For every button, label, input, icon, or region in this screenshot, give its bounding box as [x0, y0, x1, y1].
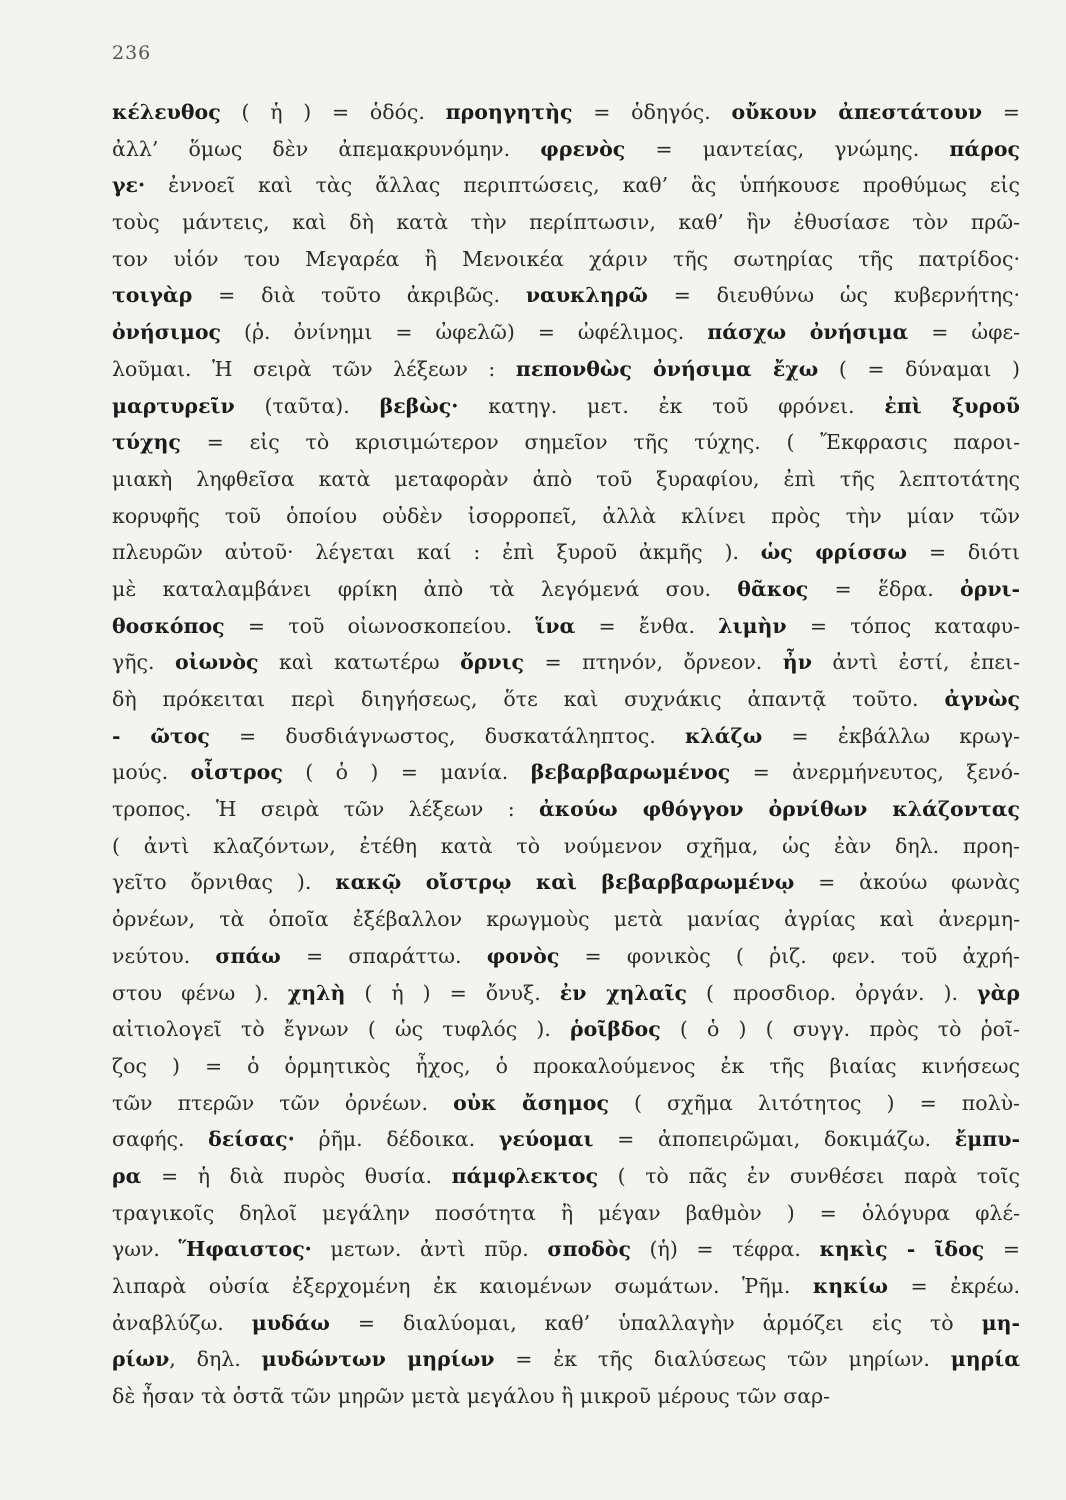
text-line — [112, 828, 1020, 865]
lemma-term: φονὸς — [486, 943, 560, 968]
lemma-term: Ἥφαιστος· — [178, 1237, 312, 1262]
lemma-term: κλάζω — [685, 723, 763, 748]
lemma-term: οὐκ ἄσημος — [453, 1090, 609, 1115]
text-line — [112, 718, 1020, 755]
lemma-term: δείσας· — [208, 1127, 295, 1152]
text-line — [112, 314, 1020, 351]
gloss-text: δὲ ἦσαν τὰ ὀστᾶ τῶν μηρῶν μετὰ μεγάλου ἢ μικροῦ μέρους τῶν σαρ- — [112, 1384, 831, 1409]
text-line — [112, 791, 1020, 828]
gloss-text: ( ὁ ) ( συγγ. πρὸς τὸ ῥοῖ- — [660, 1017, 1020, 1042]
text-line — [112, 424, 1020, 461]
gloss-text: = ἀκούω φωνὰς — [794, 870, 1020, 895]
lemma-term: θᾶκος — [737, 576, 809, 601]
lemma-term: πεπονθὼς ὀνήσιμα ἔχω — [515, 356, 819, 381]
gloss-text: κατηγ. μετ. ἐκ τοῦ φρόνει. — [458, 393, 885, 418]
gloss-text: = σπαράττω. — [280, 943, 487, 968]
text-line — [112, 1158, 1020, 1195]
lemma-term: οἰωνὸς — [175, 650, 259, 675]
gloss-text: σαφής. — [112, 1127, 209, 1152]
lemma-term: μυδώντων μηρίων — [261, 1347, 495, 1372]
lemma-term: ὡς φρίσσω — [760, 540, 908, 565]
gloss-text: = — [984, 1237, 1020, 1262]
lemma-term: τοιγὰρ — [112, 283, 193, 308]
text-block — [112, 94, 1020, 1415]
text-line — [112, 131, 1020, 168]
text-line — [112, 938, 1020, 975]
gloss-text: γων. — [112, 1237, 179, 1262]
gloss-text: τοὺς μάντεις, καὶ δὴ κατὰ τὴν περίπτωσιν, καθ’ ἣν ἐθυσίασε τὸν πρῶ- — [112, 210, 1020, 235]
gloss-text: = διαλύομαι, καθ’ ὑπαλλαγὴν ἁρμόζει εἰς τὸ — [329, 1310, 982, 1335]
text-line — [112, 167, 1020, 204]
text-line — [112, 277, 1020, 314]
gloss-text: = ὁδηγός. — [572, 100, 732, 124]
lemma-term: ἐν χηλαῖς — [559, 980, 688, 1005]
lemma-term: ἔμπυ- — [954, 1127, 1020, 1152]
lemma-term: πάμφλεκτος — [451, 1163, 599, 1188]
gloss-text: ( ἀντὶ κλαζόντων, ἐτέθη κατὰ τὸ νούμενον σχῆμα, ὡς ἐὰν δηλ. προη- — [112, 833, 1020, 858]
gloss-text: = τοῦ οἰωνοσκοπείου. — [224, 613, 536, 638]
gloss-text: ζος ) = ὁ ὁρμητικὸς ἦχος, ὁ προκαλούμενος ἐκ τῆς βιαίας κινήσεως — [112, 1053, 1020, 1078]
gloss-text: λοῦμαι. Ἡ σειρὰ τῶν λέξεων : — [112, 356, 516, 381]
gloss-text: ὀρνέων, τὰ ὁποῖα ἐξέβαλλον κρωγμοὺς μετὰ μανίας ἀγρίας καὶ ἀνερμη- — [112, 907, 1020, 932]
text-line — [112, 241, 1020, 278]
gloss-text: = ἀνερμήνευτος, ξενό- — [730, 760, 1020, 785]
gloss-text: ( = δύναμαι ) — [818, 356, 1020, 381]
gloss-text: τῶν πτερῶν τῶν ὀρνέων. — [112, 1090, 454, 1115]
gloss-text: ἀντὶ ἐστί, ἐπει- — [811, 650, 1020, 675]
gloss-text: τραγικοῖς δηλοῖ μεγάλην ποσότητα ἢ μέγαν βαθμὸν ) = ὁλόγυρα φλέ- — [112, 1200, 1020, 1225]
gloss-text: = μαντείας, γνώμης. — [625, 136, 950, 161]
text-line — [112, 1231, 1020, 1268]
gloss-text: κορυφῆς τοῦ ὁποίου οὐδὲν ἰσορροπεῖ, ἀλλὰ κλίνει πρὸς τὴν μίαν τῶν — [112, 503, 1020, 528]
lemma-term: σπάω — [215, 943, 281, 968]
text-line — [112, 1305, 1020, 1342]
gloss-text: = ἐκρέω. — [887, 1274, 1020, 1298]
text-line — [112, 498, 1020, 535]
lemma-term: κέλευθος — [112, 100, 221, 124]
text-line — [112, 1268, 1020, 1305]
gloss-text: ( ἡ ) = ὄνυξ. — [345, 980, 560, 1005]
gloss-text: = ἡ διὰ πυρὸς θυσία. — [141, 1163, 452, 1188]
gloss-text: = διότι — [907, 540, 1020, 565]
gloss-text: ( σχῆμα λιτότητος ) = πολὺ- — [608, 1090, 1020, 1115]
gloss-text: ῥῆμ. δέδοικα. — [294, 1127, 499, 1152]
gloss-text: ἀλλ’ ὅμως δὲν ἀπεμακρυνόμην. — [112, 136, 541, 161]
text-line — [112, 388, 1020, 425]
page-number: 236 — [112, 42, 152, 64]
gloss-text: ( τὸ πᾶς ἐν συνθέσει παρὰ τοῖς — [598, 1163, 1020, 1188]
text-line — [112, 864, 1020, 901]
gloss-text: (ταῦτα). — [234, 393, 380, 418]
text-line — [112, 608, 1020, 645]
lemma-term: ἐπὶ ξυροῦ — [884, 393, 1020, 418]
gloss-text: = πτηνόν, ὄρνεον. — [524, 650, 783, 675]
gloss-text: = ἐκ τῆς διαλύσεως τῶν μηρίων. — [494, 1347, 951, 1372]
text-line — [112, 901, 1020, 938]
gloss-text: ( προσδιορ. ὀργάν. ). — [687, 980, 978, 1005]
lemma-term: ῥοῖβδος — [570, 1017, 661, 1042]
gloss-text: λιπαρὰ οὐσία ἐξερχομένη ἐκ καιομένων σωμάτων. Ῥῆμ. — [112, 1274, 813, 1298]
lemma-term: ἀγνὼς — [944, 687, 1020, 711]
gloss-text: γῆς. — [112, 650, 176, 675]
lemma-term: ὀνήσιμος — [112, 320, 221, 345]
gloss-text: μετων. ἀντὶ πῦρ. — [311, 1237, 548, 1262]
text-line — [112, 1085, 1020, 1122]
lemma-term: ὀρνι- — [960, 576, 1020, 601]
lemma-term: λιμὴν — [718, 613, 787, 638]
lemma-term: χηλὴ — [287, 980, 346, 1005]
lemma-term: ἵνα — [535, 613, 576, 638]
gloss-text: στου φένω ). — [112, 980, 288, 1005]
lemma-term: κηκὶς - ῖδος — [819, 1237, 985, 1262]
gloss-text: ἀναβλύζω. — [112, 1310, 252, 1335]
gloss-text: νεύτου. — [112, 943, 216, 968]
lemma-term: μυδάω — [251, 1310, 330, 1335]
text-line — [112, 644, 1020, 681]
lemma-term: κηκίω — [812, 1274, 888, 1298]
gloss-text: = ἐκβάλλω κρωγ- — [762, 723, 1020, 748]
lemma-term: φρενὸς — [540, 136, 626, 161]
text-line — [112, 1341, 1020, 1378]
lemma-term: ἀκούω φθόγγον ὀρνίθων κλάζοντας — [539, 797, 1020, 822]
gloss-text: πλευρῶν αὐτοῦ· λέγεται καί : ἐπὶ ξυροῦ ἀκμῆς ). — [112, 540, 761, 565]
lemma-term: οἶστρος — [190, 760, 283, 785]
text-line — [112, 1378, 1020, 1415]
lemma-term: μαρτυρεῖν — [112, 393, 235, 418]
gloss-text: = διὰ τοῦτο ἀκριβῶς. — [192, 283, 526, 308]
gloss-text: = ἀποπειρῶμαι, δοκιμάζω. — [593, 1127, 955, 1152]
gloss-text: μιακὴ ληφθεῖσα κατὰ μεταφορὰν ἀπὸ τοῦ ξυραφίου, ἐπὶ τῆς λεπτοτάτης — [112, 466, 1020, 491]
lemma-term: γὰρ — [977, 980, 1020, 1005]
text-line — [112, 1195, 1020, 1232]
gloss-text: δὴ πρόκειται περὶ διηγήσεως, ὅτε καὶ συχνάκις ἀπαντᾷ τοῦτο. — [112, 687, 945, 711]
lemma-term: γε· — [112, 173, 146, 198]
gloss-text: (ῥ. ὀνίνημι = ὠφελῶ) = ὠφέλιμος. — [221, 320, 708, 345]
gloss-text: = — [982, 100, 1020, 124]
lemma-term: τύχης — [112, 430, 181, 455]
gloss-text: γεῖτο ὄρνιθας ). — [112, 870, 336, 895]
gloss-text: μούς. — [112, 760, 191, 785]
gloss-text: = τόπος καταφυ- — [786, 613, 1020, 638]
lemma-term: βεβὼς· — [379, 393, 459, 418]
lemma-term: κακῷ οἴστρῳ καὶ βεβαρβαρωμένῳ — [335, 870, 795, 895]
text-line — [112, 534, 1020, 571]
lemma-term: βεβαρβαρωμένος — [530, 760, 731, 785]
lemma-term: πάρος — [949, 136, 1020, 161]
lemma-term: ὄρνις — [460, 650, 525, 675]
text-line — [112, 351, 1020, 388]
lemma-term: ρα — [112, 1163, 142, 1188]
lemma-term: θοσκόπος — [112, 613, 225, 638]
lemma-term: προηγητὴς — [445, 100, 573, 124]
gloss-text: , δηλ. — [169, 1347, 262, 1372]
gloss-text: = ἕδρα. — [808, 576, 961, 601]
lemma-term: ρίων — [112, 1347, 170, 1372]
gloss-text: = δυσδιάγνωστος, δυσκατάληπτος. — [209, 723, 686, 748]
text-line — [112, 461, 1020, 498]
text-line — [112, 204, 1020, 241]
lemma-term: οὔκουν ἀπεστάτουν — [731, 100, 983, 124]
text-line — [112, 94, 1020, 131]
lemma-term: μη- — [981, 1310, 1020, 1335]
lemma-term: ναυκληρῶ — [525, 283, 648, 308]
lemma-term: σποδὸς — [547, 1237, 631, 1262]
lemma-term: ἦν — [782, 650, 812, 675]
gloss-text: ἐννοεῖ καὶ τὰς ἄλλας περιπτώσεις, καθ’ ἃς ὑπήκουσε προθύμως εἰς — [145, 173, 1020, 198]
gloss-text: τροπος. Ἡ σειρὰ τῶν λέξεων : — [112, 797, 540, 822]
gloss-text: = ἔνθα. — [575, 613, 719, 638]
text-line — [112, 1011, 1020, 1048]
gloss-text: ( ὁ ) = μανία. — [282, 760, 531, 785]
text-line — [112, 1048, 1020, 1085]
text-line — [112, 681, 1020, 718]
gloss-text: καὶ κατωτέρω — [258, 650, 461, 675]
text-line — [112, 754, 1020, 791]
text-line — [112, 1121, 1020, 1158]
gloss-text: = φονικὸς ( ῥιζ. φεν. τοῦ ἀχρή- — [559, 943, 1020, 968]
text-line — [112, 571, 1020, 608]
text-line — [112, 975, 1020, 1012]
gloss-text: = ὠφε- — [908, 320, 1020, 345]
gloss-text: ( ἡ ) = ὁδός. — [220, 100, 446, 124]
lemma-term: - ῶτος — [112, 723, 210, 748]
gloss-text: αἰτιολογεῖ τὸ ἔγνων ( ὡς τυφλός ). — [112, 1017, 571, 1042]
gloss-text: = διευθύνω ὡς κυβερνήτης· — [647, 283, 1020, 308]
lemma-term: μηρία — [950, 1347, 1020, 1372]
lemma-term: πάσχω ὀνήσιμα — [707, 320, 909, 345]
gloss-text: μὲ καταλαμβάνει φρίκη ἀπὸ τὰ λεγόμενά σου. — [112, 576, 738, 601]
gloss-text: = εἰς τὸ κρισιμώτερον σημεῖον τῆς τύχης. ( Ἔκφρασις παροι- — [180, 430, 1020, 455]
gloss-text: τον υἱόν του Μεγαρέα ἢ Μενοικέα χάριν τῆς σωτηρίας τῆς πατρίδος· — [112, 246, 1020, 271]
gloss-text: (ἡ) = τέφρα. — [630, 1237, 820, 1262]
lemma-term: γεύομαι — [498, 1127, 594, 1152]
